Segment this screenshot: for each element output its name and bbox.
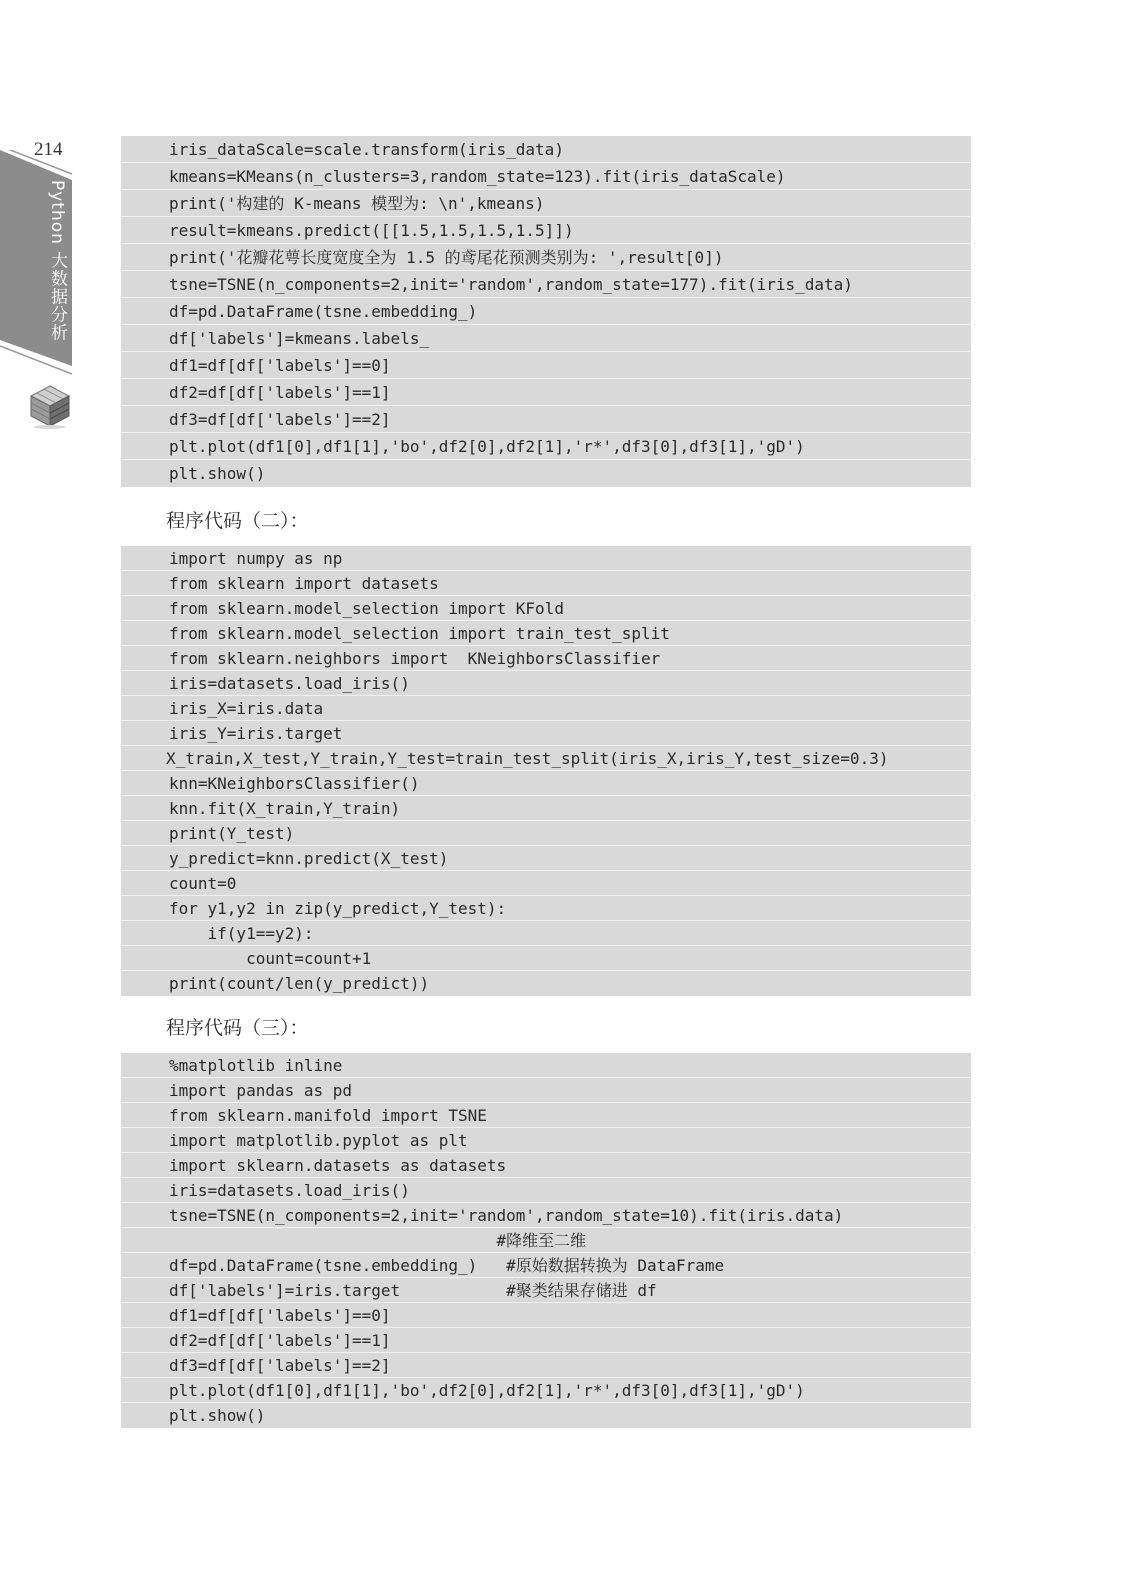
code-line: print(Y_test) xyxy=(121,821,971,846)
code-line: import numpy as np xyxy=(121,546,971,571)
book-title: Python 大数据分析 xyxy=(47,180,67,342)
code-line: import sklearn.datasets as datasets xyxy=(121,1153,971,1178)
code-line: df3=df[df['labels']==2] xyxy=(121,1353,971,1378)
code-line: iris_X=iris.data xyxy=(121,696,971,721)
page-number: 214 xyxy=(34,139,63,160)
code-line: iris=datasets.load_iris() xyxy=(121,1178,971,1203)
code-line: plt.show() xyxy=(169,1406,266,1425)
code-line: from sklearn.manifold import TSNE xyxy=(121,1103,971,1128)
code-block-1 xyxy=(121,136,971,487)
code-line: iris_dataScale=scale.transform(iris_data) xyxy=(121,136,971,163)
code-line: plt.show() xyxy=(169,464,266,483)
code-line: df=pd.DataFrame(tsne.embedding_) #原始数据转换为 DataFrame xyxy=(121,1253,971,1278)
code-line: kmeans=KMeans(n_clusters=3,random_state=123).fit(iris_dataScale) xyxy=(121,163,971,190)
code-line: from sklearn.model_selection import train_test_split xyxy=(121,621,971,646)
code-line: tsne=TSNE(n_components=2,init='random',random_state=10).fit(iris.data) xyxy=(121,1203,971,1228)
code-line: print('花瓣花萼长度宽度全为 1.5 的鸢尾花预测类别为: ',result[0]) xyxy=(121,244,971,271)
code-line: import matplotlib.pyplot as plt xyxy=(121,1128,971,1153)
code-line: #降维至二维 xyxy=(121,1228,971,1253)
code-line: df3=df[df['labels']==2] xyxy=(121,406,971,433)
code-line: print('构建的 K-means 模型为: \n',kmeans) xyxy=(121,190,971,217)
code-line: for y1,y2 in zip(y_predict,Y_test): xyxy=(121,896,971,921)
code-line: from sklearn.model_selection import KFold xyxy=(121,596,971,621)
code-line: from sklearn.neighbors import KNeighborsClassifier xyxy=(121,646,971,671)
code-line: y_predict=knn.predict(X_test) xyxy=(121,846,971,871)
code-line: knn.fit(X_train,Y_train) xyxy=(121,796,971,821)
code-line: df['labels']=iris.target #聚类结果存储进 df xyxy=(121,1278,971,1303)
code-line: if(y1==y2): xyxy=(121,921,971,946)
code-block-3 xyxy=(121,1053,971,1428)
code-line: count=count+1 xyxy=(121,946,971,971)
code-line: df1=df[df['labels']==0] xyxy=(121,1303,971,1328)
section-heading-2: 程序代码（二）： xyxy=(166,510,309,532)
code-line: df2=df[df['labels']==1] xyxy=(121,1328,971,1353)
code-line: tsne=TSNE(n_components=2,init='random',random_state=177).fit(iris_data) xyxy=(121,271,971,298)
section-heading-3: 程序代码（三）： xyxy=(166,1017,309,1039)
code-line: plt.plot(df1[0],df1[1],'bo',df2[0],df2[1],'r*',df3[0],df3[1],'gD') xyxy=(121,433,971,460)
code-line: plt.plot(df1[0],df1[1],'bo',df2[0],df2[1],'r*',df3[0],df3[1],'gD') xyxy=(121,1378,971,1403)
code-line: df['labels']=kmeans.labels_ xyxy=(121,325,971,352)
code-block-2 xyxy=(121,546,971,996)
code-line: df=pd.DataFrame(tsne.embedding_) xyxy=(121,298,971,325)
code-line: result=kmeans.predict([[1.5,1.5,1.5,1.5]]) xyxy=(121,217,971,244)
code-line: from sklearn import datasets xyxy=(121,571,971,596)
code-line: print(count/len(y_predict)) xyxy=(169,974,430,993)
cube-logo-icon xyxy=(27,383,73,433)
code-line: iris_Y=iris.target xyxy=(121,721,971,746)
code-line: X_train,X_test,Y_train,Y_test=train_test_split(iris_X,iris_Y,test_size=0.3) xyxy=(121,746,971,771)
code-line: import pandas as pd xyxy=(121,1078,971,1103)
code-line: knn=KNeighborsClassifier() xyxy=(121,771,971,796)
code-line: iris=datasets.load_iris() xyxy=(121,671,971,696)
code-line: %matplotlib inline xyxy=(121,1053,971,1078)
code-line: count=0 xyxy=(121,871,971,896)
code-line: df1=df[df['labels']==0] xyxy=(121,352,971,379)
code-line: df2=df[df['labels']==1] xyxy=(121,379,971,406)
